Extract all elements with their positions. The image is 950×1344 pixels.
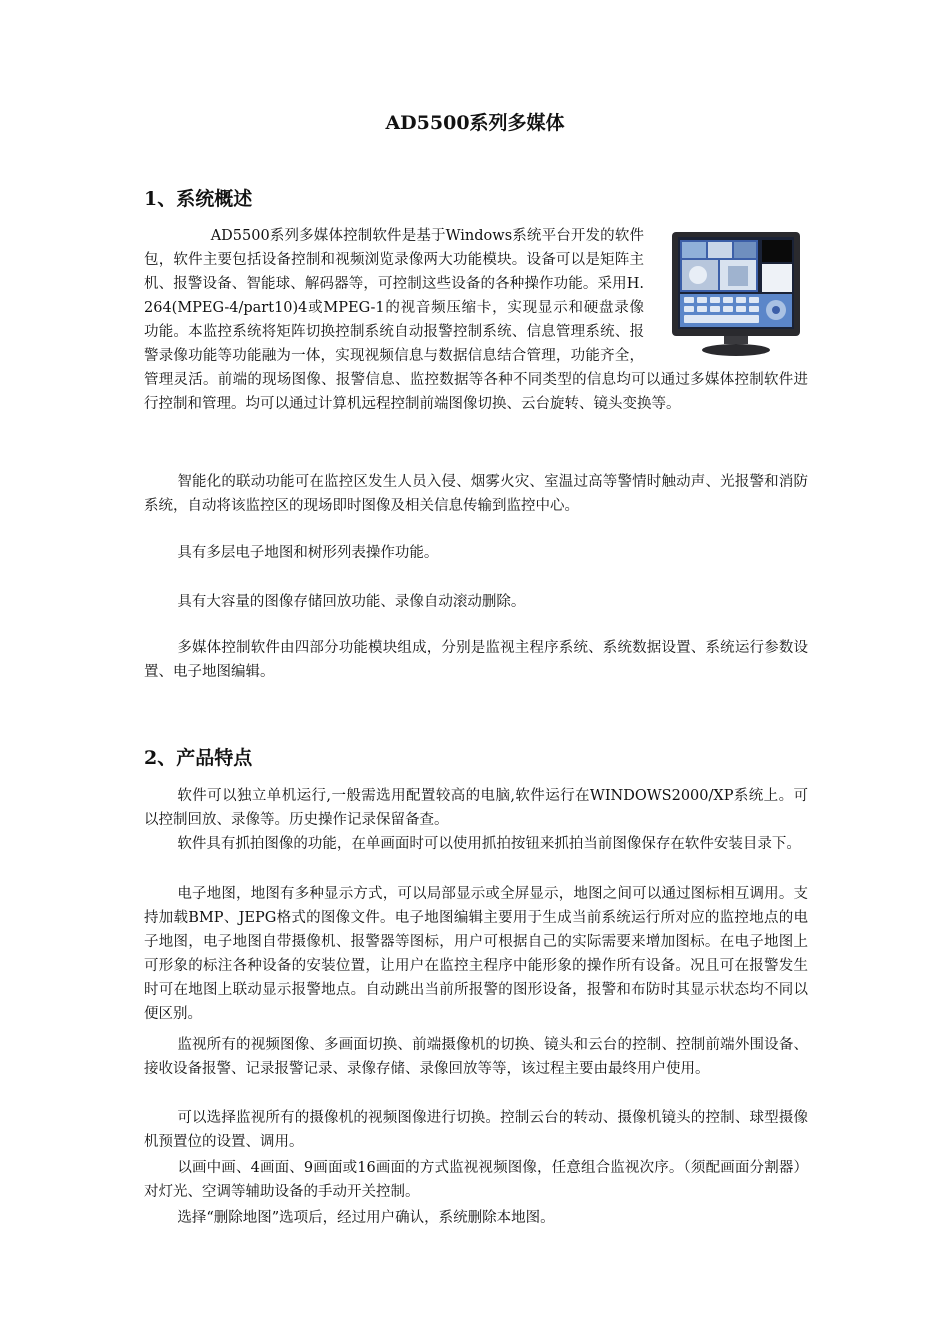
paragraph-overview-2: 智能化的联动功能可在监控区发生人员入侵、烟雾火灾、室温过高等警情时触动声、光报警和消防系统，自动将该监控区的现场即时图像及相关信息传输到监控中心。 (144, 474, 808, 514)
paragraph-features-6: 以画中画、4画面、9画面或16画面的方式监视视频图像，任意组合监视次序。（须配画面分割器）对灯光、空调等辅助设备的手动开关控制。 (144, 1160, 808, 1200)
paragraph-overview-1: AD5500系列多媒体控制软件是基于Windows系统平台开发的软件包，软件主要包括设备控制和视频浏览录像两大功能模块。设备可以是矩阵主机、报警设备、智能球、解码器等，可控制这些设备的各种操作功能。采用H.264(MPEG-4/part10)4或MPEG-1的视音频压缩卡，实现显示和硬盘录像功能。本监控系统将矩阵切换控制系统自动报警控制系统、信息管理系统、报警录像功能等功能融为一体，实现视频信息与数据信息结合管理，功能齐全，管理灵活。前端的现场图像、报警信息、监控数据等各种不同类型的信息均可以通过多媒体控制软件进行控制和管理。均可以通过计算机远程控制前端图像切换、云台旋转、镜头变换等。 (144, 228, 808, 412)
monitor-icon (658, 230, 808, 360)
paragraph-overview-3: 具有多层电子地图和树形列表操作功能。 (177, 545, 439, 561)
paragraph-features-5: 可以选择监视所有的摄像机的视频图像进行切换。控制云台的转动、摄像机镜头的控制、球型摄像机预置位的设置、调用。 (144, 1110, 808, 1150)
paragraph-features-4: 监视所有的视频图像、多画面切换、前端摄像机的切换、镜头和云台的控制、控制前端外围设备、接收设备报警、记录报警记录、录像存储、录像回放等等，该过程主要由最终用户使用。 (144, 1037, 808, 1077)
section-heading-overview: 1、系统概述 (144, 188, 253, 210)
paragraph-overview-5: 多媒体控制软件由四部分功能模块组成，分别是监视主程序系统、系统数据设置、系统运行参数设置、电子地图编辑。 (144, 640, 808, 680)
document-title: AD5500系列多媒体 (385, 112, 565, 134)
paragraph-overview-4: 具有大容量的图像存储回放功能、录像自动滚动删除。 (177, 594, 526, 610)
section-heading-features: 2、产品特点 (144, 747, 253, 769)
paragraph-features-1: 软件可以独立单机运行,一般需选用配置较高的电脑,软件运行在WINDOWS2000/XP系统上。可以控制回放、录像等。历史操作记录保留备查。 (144, 788, 808, 828)
paragraph-features-3: 电子地图，地图有多种显示方式，可以局部显示或全屏显示，地图之间可以通过图标相互调用。支持加载BMP、JEPG格式的图像文件。电子地图编辑主要用于生成当前系统运行所对应的监控地点的电子地图，电子地图自带摄像机、报警器等图标，用户可根据自己的实际需要来增加图标。在电子地图上可形象的标注各种设备的安装位置，让用户在监控主程序中能形象的操作所有设备。况且可在报警发生时可在地图上联动显示报警地点。自动跳出当前所报警的图形设备，报警和布防时其显示状态均不同以便区别。 (144, 886, 808, 1022)
paragraph-features-7: 选择“删除地图”选项后，经过用户确认，系统删除本地图。 (177, 1210, 555, 1226)
paragraph-features-2: 软件具有抓拍图像的功能，在单画面时可以使用抓拍按钮来抓拍当前图像保存在软件安装目录下。 (177, 836, 801, 852)
